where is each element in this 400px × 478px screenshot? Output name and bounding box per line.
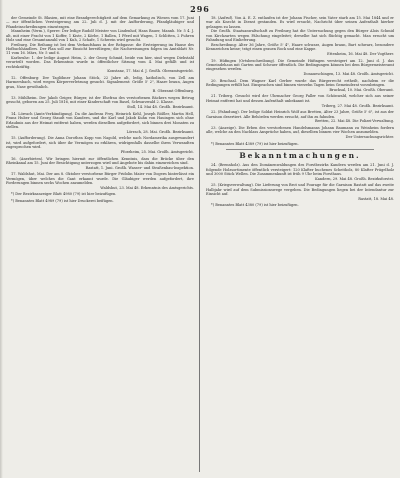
left-column-notice-paragraph: der Gemeinde St. Blasien, mit eine Brandgerechtigkeit auf dem Gemarkung zu Wiesen vom 17. Juni — zur öffentlichen Versteigerung am 22. Juli d. J. mit der Aufforderung, Pfandgläubiger und Pfandeinschreibungen einzutragen. [6, 16, 194, 29]
left-column-notice-paragraph: 17. Waldshut, Mai. Der am 8. Oktober verstorbene Bürger Fridolin Maier von Dogern hinterlässt ein Vermögen, über welches die Gant erkannt wurde. Die Gläubiger werden aufgefordert, ihre Forderungen binnen sechs Wochen anzumelden. [6, 172, 194, 185]
right-column-signature-line: Bruchsal, 10. Mai. Großh. Oberamt. [329, 87, 394, 92]
right-column-signature-line: Triberg, 27. Mai 48. Großh. Bezirksamt. [321, 103, 394, 108]
right-column-section-heading: Bekanntmachungen. [239, 151, 361, 161]
left-column-signature-line: B. Oberamt Offenburg. [152, 89, 194, 94]
right-column [206, 16, 394, 472]
left-column-notice-paragraph: 16. (Anerbieten). Wir bringen hiermit zur öffentlichen Kenntnis, dass die Brücke über den Rheinkanal am 15. Juni der Besichtigung unterzogen wird und Angebote bis dahin einzureichen sind. [6, 156, 194, 165]
right-column-notice-paragraph: 24. (Brennholz). Aus den Domänenwaldungen des Forstbezirks Kandern werden am 21. Juni d. J. folgende Holzsortimente öffentlich versteigert: 120 Klafter buchenes Scheitholz, 80 Klafter Prügelholz und 3000 Stück Wellen. Die Zusammenkunft ist früh 9 Uhr beim Forsthaus. [206, 163, 394, 176]
left-column-signature-line: Stoll, 14. Mai 48. Großh. Bezirksamt. [126, 105, 194, 110]
left-column-footnote: *) Der Bezirksanzeiger Blatt 4980 (79) ist hier beizufügen. [11, 192, 117, 197]
left-column-signature-line: Waldshut, 23. Mai 48. Erkenntnis des Amtsgerichts. [100, 185, 194, 190]
right-column-notice-paragraph: 23. (Anzeige). Die Erben des verstorbenen Handelsmanns Johann Baumann zu Weinheim fordern alle, welche an den Nachlass Ansprüche haben, auf, dieselben binnen vier Wochen anzumelden. [206, 126, 394, 135]
right-column-signature-line: Donaueschingen, 13. Mai 48. Großh. Amtsgericht. [303, 71, 394, 76]
scan-edge-shadow [0, 0, 3, 478]
right-column-footnote: *) Benanntes Blatt 4389 (79) ist hier beizufügen. [211, 142, 299, 146]
left-column-signature-line: Pforzheim, 25. Mai. Großh. Amtsgericht. [120, 149, 194, 154]
right-column-notice-paragraph: 21. Triberg. Gesucht wird der Uhrmacher Georg Faller von Schönwald, welcher sich aus seiner Heimat entfernt hat und dessen Aufenthalt unbekannt ist. [206, 94, 394, 103]
page-number: 296 [190, 4, 210, 14]
left-column [6, 16, 194, 472]
left-column-signature-line: Lörrach, 28. Mai. Großh. Bezirksamt. [126, 129, 194, 134]
left-column-notice-paragraph: Freiburg. Die Reihung ist bei dem Verkaufshaus in der Rebgasse: die Ersteigerung im Hause des Hofbuchhändlers. Der Plan soll zur Einsicht bereitliegen; die Nachweisungen folgen im Amtsblatt Nr. 11 vom 16. März, Nr. 5 und 6. [6, 42, 194, 56]
right-column-notice-paragraph: Beschreibung: Alter 36 Jahre, Größe 5' 4", Haare schwarz, Augen braun, Bart schwarz, besondere Kennzeichen keine; trägt einen grauen Rock und eine Kappe. [206, 42, 394, 51]
left-column-notice-paragraph: Karlsruhe: 1. der ledige August Heim, 2. der Georg Schmid, beide von hier, sind wegen Diebstahl verurteilt worden. Das Erkenntnis wurde in öffentlicher Sitzung vom 4. Mai gefällt und ist rechtskräftig. [6, 56, 194, 69]
right-column-notice-paragraph: 19. Hüfingen (Ortsbeschreibung). Die Gemeinde Hüfingen versteigert am 12. Juni d. J. das Gemeindehaus mit Garten und Scheuer öffentlich. Die Bedingungen können bei dem Bürgermeisteramt eingesehen werden. [206, 58, 394, 72]
heading-rule [226, 149, 374, 150]
right-column-signature-line: Rastatt, 18. Mai 48. [358, 196, 394, 201]
right-column-footnote: *) Benanntes Blatt 4380 (79) ist hier beizufügen. [211, 203, 299, 208]
right-column-notice-paragraph: 18. (Aufruf). Von A. E. Z. entlaufen ist der Johann Fischer, sein Vater starb am 15. Mai 1844 und er war als Knecht in Dienst gestanden. Es wird ersucht, Nachricht über seinen Aufenthalt hierher gelangen zu lassen. [206, 16, 394, 29]
left-column-notice-paragraph: 15. (Aufforderung). Die Anna Dorothea Kopp von Nagold, welche nach Nordamerika ausgewandert ist, wird aufgefordert, sich über ihr Vermögen zu erklären, widrigenfalls dasselbe ihren Verwandten zugesprochen wird. [6, 136, 194, 149]
right-column-notice-paragraph: 20. Bruchsal. Dem Wagner Karl Gerber wurde das Bürgerrecht ertheilt, nachdem er die Bedingungen erfüllt hat. Einsprachen sind binnen vierzehn Tagen beim Gemeinderat vorzubringen. [206, 78, 394, 87]
left-column-footnote: *) Benanntes Blatt 4989 (79) ist hier Druckerei beifügen. [11, 199, 114, 204]
left-column-notice-paragraph: 13. Mühlheim. Der Jakob Geiger, Bürger, ist der Ehefrau des verstorbenen Bäckers wegen Betrug gesucht, geboren am 25. Juli 1816, mit einer Kinderschaft von Basel, Schwarzwald 2. Klasse. [6, 96, 194, 105]
column-divider [199, 16, 200, 472]
left-column-notice-paragraph: 12. Offenburg: Der Taglöhner Johann Stöck, 22 Jahre alt, ledig, katholisch, von Zell am Harmersbach, wird wegen Körperverletzung gesucht. Signalement: Größe 5' 2", Haare braun, Augen grau, Nase gewöhnlich. [6, 76, 194, 89]
right-column-signature-line: Kandern, 29. Mai 48. Großh. Bezirksforstei. [315, 176, 394, 181]
right-column-notice-paragraph: 25. (Kriegsverwaltung). Die Lieferung von Brot und Fourage für die Garnison Rastatt auf das zweite Halbjahr wird auf dem Submissionswege vergeben. Die Bedingungen liegen bei der Intendantur zur Einsicht auf. [206, 183, 394, 196]
right-column-signature-line: Ettenheim, 16. Mai 48. Der Vogtherr. [327, 51, 394, 56]
left-column-notice-paragraph: Mannheim (Verm.), Sperre: Der ledige Rudolf Meister von Lindenhof, Hans Bauer, Mannh. Nr. 5 4. J. alt, mit einer Fracht von 1 Koffer, 1 Kiste, 2 Körbe, 1 Ballen, 1 Pferd mit Wagen, 1 Schlitten, 2 Fuhren Holz und eine Gesamtanzahl von 1 Kuh, 2 Schafe, 1 Schwein wird gesucht. [6, 29, 194, 42]
right-column-signature-line: Der Untersuchungsrichter. [345, 135, 394, 140]
right-column-signature-line: Bretten, 22. Mai 48. Die Polizei-Verwaltung. [314, 119, 394, 124]
left-column-signature-line: Rastatt, 1. Juni. Großh. Wasser- und Straßenbau-Inspektion. [85, 165, 194, 170]
right-column-notice-paragraph: Die Großh. Staatsanwaltschaft zu Freiburg hat die Untersuchung gegen den Bürger Alois Schmid von Kirchzarten wegen Fälschung eingeleitet; derselbe hat sich flüchtig gemacht. Man ersucht um Fahndung und Einlieferung. [206, 29, 394, 42]
left-column-notice-paragraph: 14. Lörrach (Amts-Verkündigung). Da die Andreas Frey, Heinrich Kehl, Joseph Rößler, Martin Hell, Franz Huber und Georg Staudt von Kandern, und die Karl und Jakob Kuhn von Hauingen sich ohne Erlaubnis aus der Heimat entfernt haben, werden dieselben aufgefordert, sich binnen drei Monaten zu stellen. [6, 112, 194, 129]
right-column-notice-paragraph: 22. (Fahndung). Der ledige Soldat Heinrich Wolf aus Bretten, Alter 23 Jahre, Größe 5' 6", ist aus der Garnison desertiert. Alle Behörden werden ersucht, auf ihn zu fahnden. [206, 110, 394, 119]
left-column-signature-line: Konstanz, 17. Mai d. J. Großh. Oberamtsgericht. [107, 69, 194, 74]
